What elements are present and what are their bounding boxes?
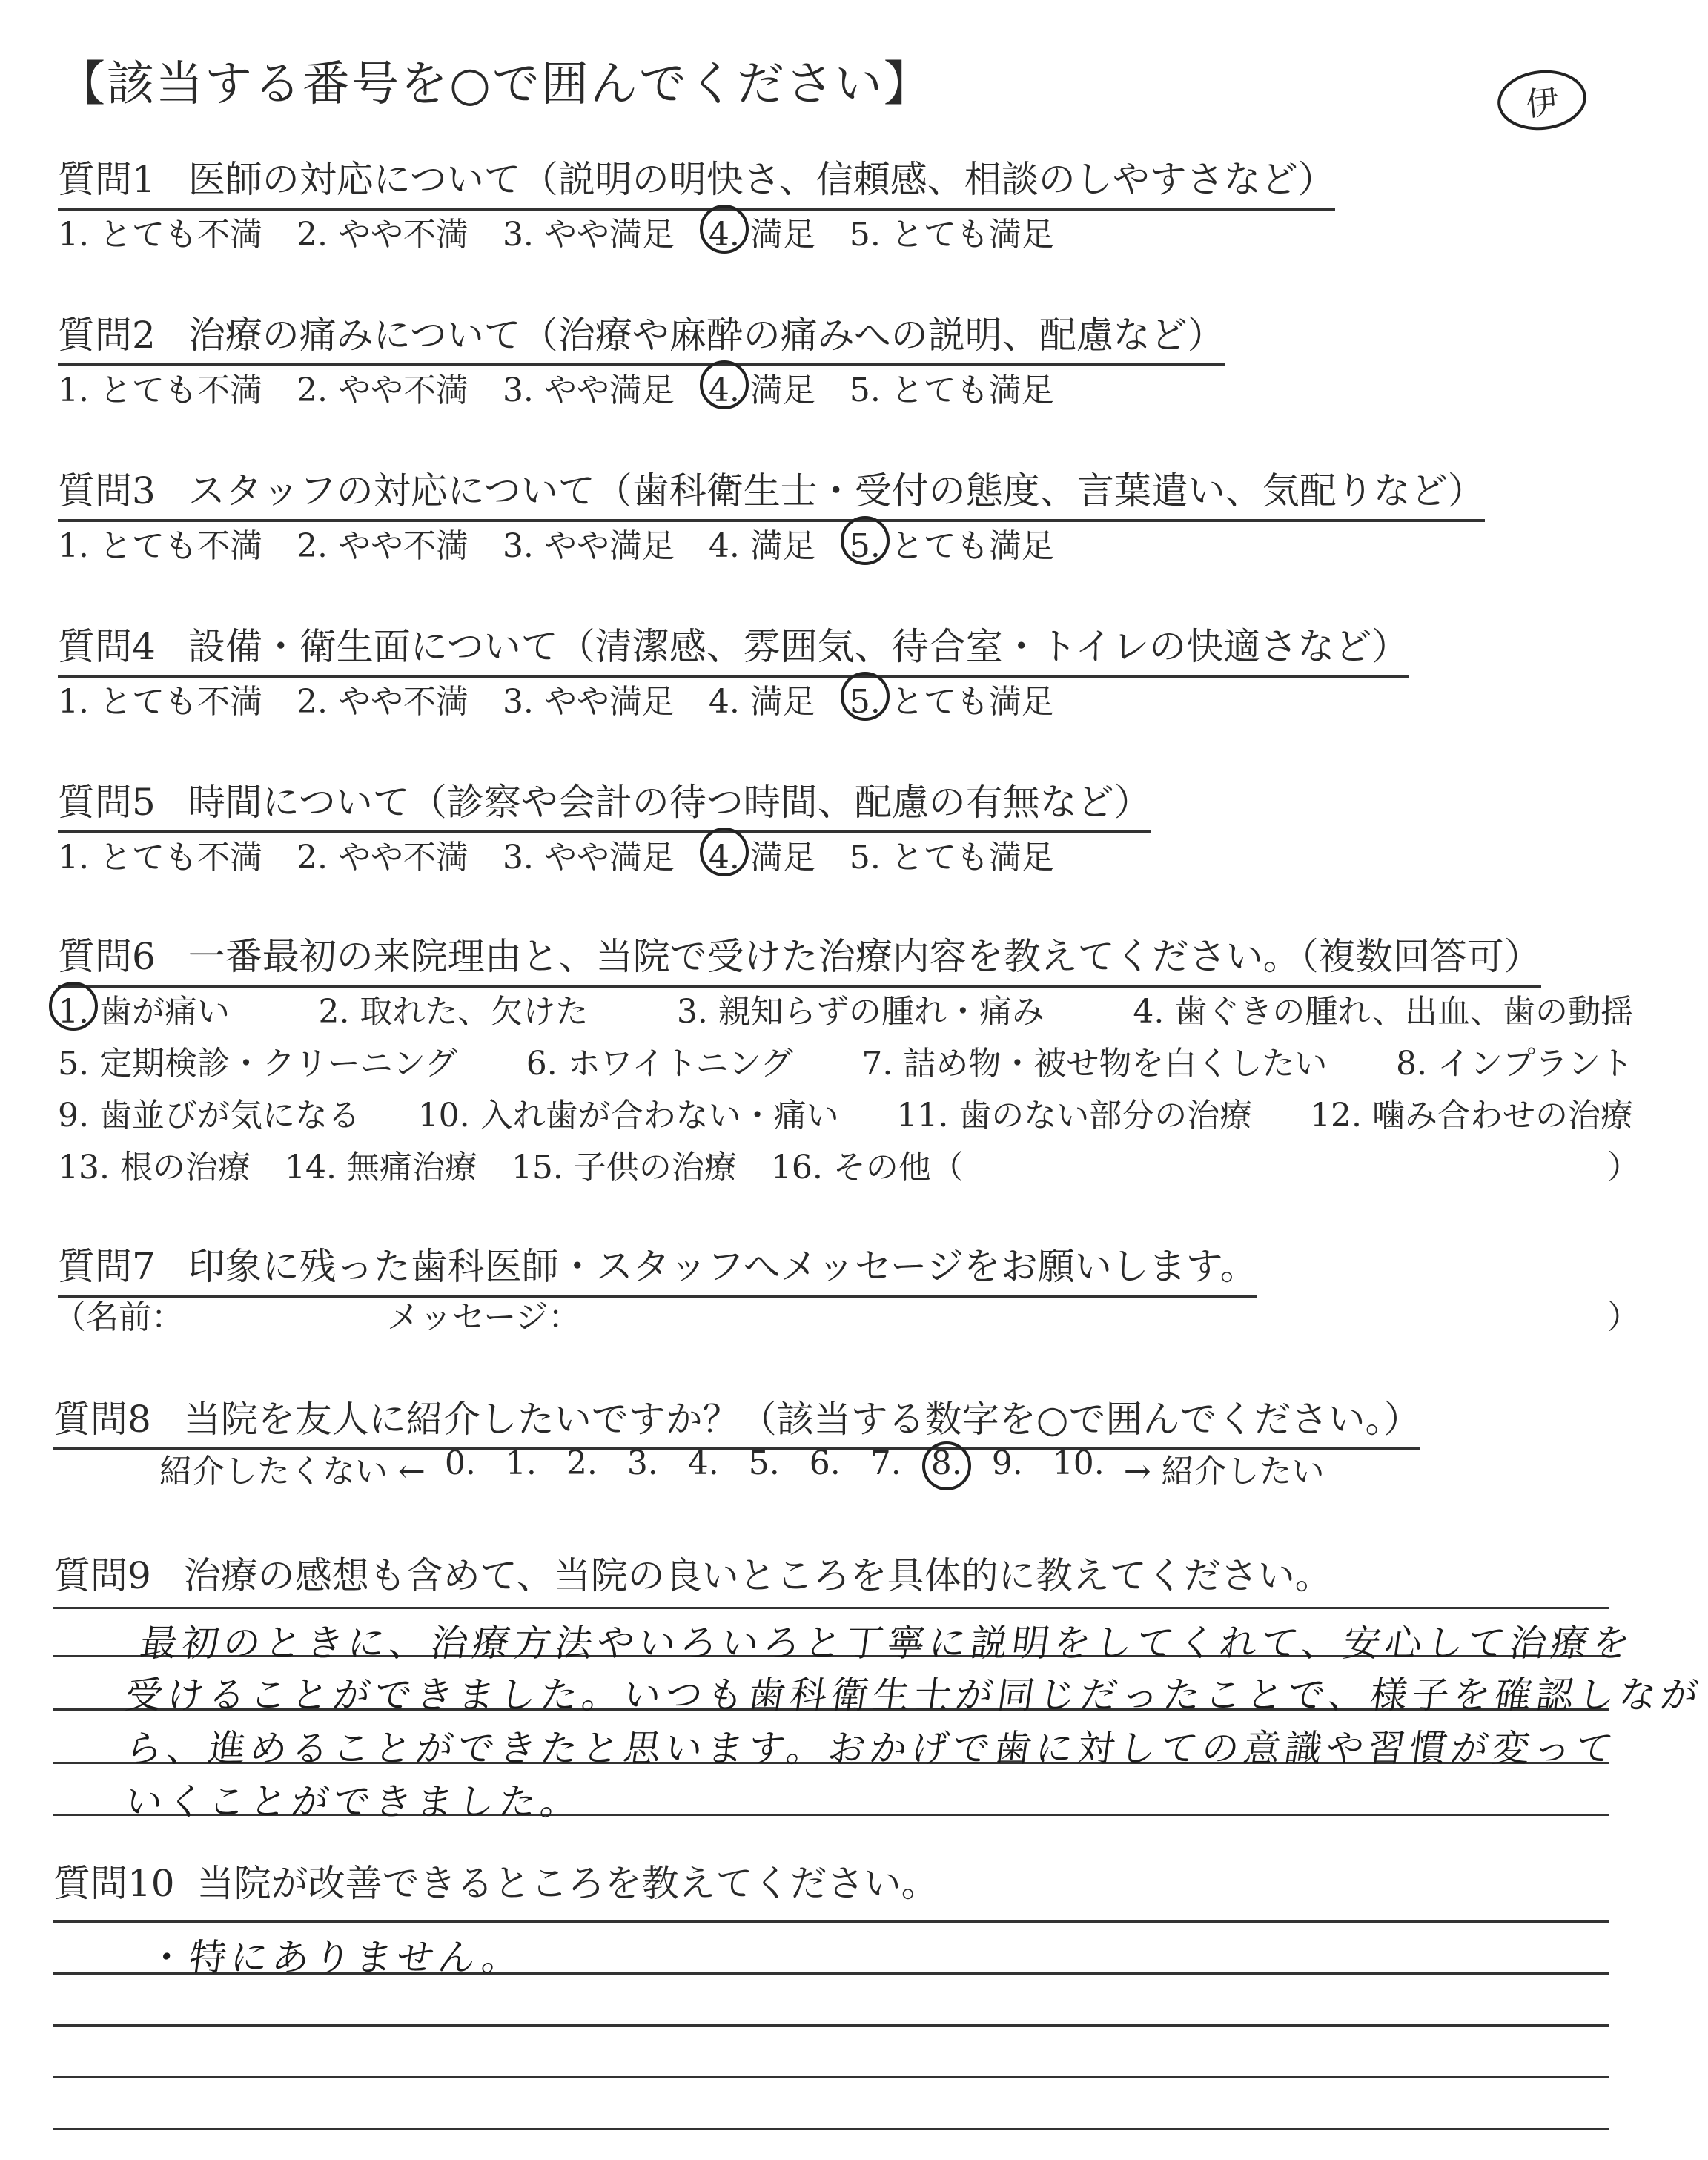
question-6-option[interactable]: 4. 歯ぐきの腫れ、出血、歯の動揺 xyxy=(1133,993,1633,1031)
question-8-number: 質問8 xyxy=(53,1398,151,1441)
question-7-close: ） xyxy=(1607,1298,1640,1336)
question-8-option[interactable]: 4. xyxy=(687,1444,719,1482)
question-2-options xyxy=(58,363,1088,411)
question-6-number: 質問6 xyxy=(58,935,156,978)
question-3-option[interactable]: 4. 満足 xyxy=(708,527,815,565)
question-5-option[interactable]: 2. やや不満 xyxy=(296,839,469,876)
question-1-option[interactable]: 5. とても満足 xyxy=(849,216,1054,254)
question-4-option[interactable]: 2. やや不満 xyxy=(296,683,469,721)
answer-line xyxy=(53,2024,1609,2027)
question-2-text: 治療の痛みについて（治療や麻酔の痛みへの説明、配慮など） xyxy=(188,314,1225,357)
question-6-option[interactable]: 13. 根の治療 xyxy=(58,1149,251,1186)
question-4-number: 質問4 xyxy=(58,625,156,668)
question-3-option[interactable]: 1. とても不満 xyxy=(58,527,262,565)
question-1-text: 医師の対応について（説明の明快さ、信頼感、相談のしやすさなど） xyxy=(188,158,1335,201)
question-10-heading xyxy=(53,1854,939,1907)
question-8-option[interactable]: 0. xyxy=(444,1444,476,1482)
question-7-text: 印象に残った歯科医師・スタッフへメッセージをお願いします。 xyxy=(188,1245,1257,1288)
question-5-option[interactable]: 5. とても満足 xyxy=(849,839,1054,876)
question-5-options xyxy=(58,830,1088,878)
question-10-answer: ・特にありません。 xyxy=(145,1936,527,1979)
question-2-number: 質問2 xyxy=(58,314,156,357)
question-4-options xyxy=(58,675,1088,722)
question-8-option[interactable]: 5. xyxy=(748,1444,780,1482)
question-6-text: 一番最初の来院理由と、当院で受けた治療内容を教えてください。（複数回答可） xyxy=(188,935,1541,978)
question-1-option[interactable]: 1. とても不満 xyxy=(58,216,262,254)
question-5-option[interactable]: 1. とても不満 xyxy=(58,839,262,876)
question-6-option[interactable]: 3. 親知らずの腫れ・痛み xyxy=(676,993,1045,1031)
question-8-option[interactable]: 8. xyxy=(931,1444,962,1492)
question-9-text: 治療の感想も含めて、当院の良いところを具体的に教えてください。 xyxy=(183,1554,1332,1597)
question-1-heading xyxy=(58,150,1335,211)
question-3-option[interactable]: 3. やや満足 xyxy=(502,527,675,565)
question-6-row-2 xyxy=(58,1037,1633,1084)
question-3-heading xyxy=(58,461,1485,522)
question-8-left-label: 紹介したくない ← xyxy=(159,1453,426,1490)
question-8-option[interactable]: 10. xyxy=(1052,1444,1105,1482)
question-3-number: 質問3 xyxy=(58,469,156,512)
question-5-heading xyxy=(58,773,1151,833)
answer-line xyxy=(53,2128,1609,2130)
question-6-row-4 xyxy=(58,1140,998,1188)
question-1-option[interactable]: 2. やや不満 xyxy=(296,216,469,254)
question-8-text: 当院を友人に紹介したいですか？（該当する数字を○で囲んでください。） xyxy=(183,1398,1421,1441)
question-6-option[interactable]: 11. 歯のない部分の治療 xyxy=(896,1097,1253,1135)
question-6-option[interactable]: 6. ホワイトニング xyxy=(526,1045,793,1083)
answer-line xyxy=(53,1607,1609,1609)
question-8-heading xyxy=(53,1390,1420,1450)
question-6-row-1 xyxy=(58,985,1633,1032)
question-5-text: 時間について（診察や会計の待つ時間、配慮の有無など） xyxy=(188,781,1151,824)
question-2-option[interactable]: 5. とても満足 xyxy=(849,371,1054,409)
question-8-option[interactable]: 1. xyxy=(505,1444,537,1482)
question-8-option[interactable]: 9. xyxy=(991,1444,1023,1482)
question-6-option[interactable]: 8. インプラント xyxy=(1396,1045,1633,1083)
question-9-answer-line: 受けることができました。いつも歯科衛生士が同じだったことで、様子を確認しなが xyxy=(122,1674,1706,1717)
question-6-option[interactable]: 10. 入れ歯が合わない・痛い xyxy=(417,1097,839,1135)
question-3-text: スタッフの対応について（歯科衛生士・受付の態度、言葉遣い、気配りなど） xyxy=(188,469,1485,512)
question-9-heading xyxy=(53,1546,1332,1599)
question-8-right-label: → 紹介したい xyxy=(1123,1453,1325,1490)
question-7-message-label: メッセージ： xyxy=(387,1298,581,1336)
question-8-option[interactable]: 6. xyxy=(809,1444,841,1482)
question-6-option[interactable]: 7. 詰め物・被せ物を白くしたい xyxy=(861,1045,1328,1083)
question-6-option[interactable]: 9. 歯並びが気になる xyxy=(58,1097,360,1135)
question-7-heading xyxy=(58,1237,1257,1298)
question-8-option[interactable]: 3. xyxy=(626,1444,658,1482)
question-1-number: 質問1 xyxy=(58,158,156,201)
question-2-option[interactable]: 3. やや満足 xyxy=(502,371,675,409)
question-4-text: 設備・衛生面について（清潔感、雰囲気、待合室・トイレの快適さなど） xyxy=(188,625,1409,668)
question-6-option[interactable]: 14. 無痛治療 xyxy=(284,1149,477,1186)
question-6-option[interactable]: 2. 取れた、欠けた xyxy=(318,993,589,1031)
question-3-option[interactable]: 2. やや不満 xyxy=(296,527,469,565)
question-6-other-close: ） xyxy=(1607,1149,1640,1186)
question-3-option[interactable]: 5. とても満足 xyxy=(850,519,1054,567)
question-6-row-3 xyxy=(58,1089,1633,1136)
question-4-option[interactable]: 4. 満足 xyxy=(708,683,815,721)
question-8-option[interactable]: 7. xyxy=(870,1444,901,1482)
question-4-option[interactable]: 5. とても満足 xyxy=(850,675,1054,722)
form-title: 【該当する番号を○で囲んでください】 xyxy=(58,57,933,112)
question-5-option[interactable]: 4. 満足 xyxy=(709,830,815,878)
question-10-text: 当院が改善できるところを教えてください。 xyxy=(196,1862,939,1905)
question-9-answer-line: ら、進めることができたと思います。おかげで歯に対しての意識や習慣が変って xyxy=(122,1727,1621,1770)
name-stamp: 伊 xyxy=(1494,66,1589,134)
answer-line xyxy=(53,2076,1609,2078)
question-4-option[interactable]: 1. とても不満 xyxy=(58,683,262,721)
question-8-option[interactable]: 2. xyxy=(566,1444,598,1482)
question-1-options xyxy=(58,208,1088,255)
question-2-option[interactable]: 2. やや不満 xyxy=(296,371,469,409)
question-6-option[interactable]: 16. その他（ xyxy=(770,1149,964,1186)
question-4-option[interactable]: 3. やや満足 xyxy=(502,683,675,721)
question-1-option[interactable]: 3. やや満足 xyxy=(502,216,675,254)
question-9-answer-line: いくことができました。 xyxy=(122,1780,586,1823)
question-6-option[interactable]: 5. 定期検診・クリーニング xyxy=(58,1045,458,1083)
question-9-number: 質問9 xyxy=(53,1554,151,1597)
question-10-number: 質問10 xyxy=(53,1862,175,1905)
question-6-heading xyxy=(58,927,1541,988)
question-9-answer-line: 最初のときに、治療方法やいろいろと丁寧に説明をしてくれて、安心して治療を xyxy=(137,1622,1638,1665)
question-2-option[interactable]: 1. とても不満 xyxy=(58,371,262,409)
question-7-number: 質問7 xyxy=(58,1245,156,1288)
question-3-options xyxy=(58,519,1088,567)
question-8-scale xyxy=(159,1444,1325,1492)
question-2-option[interactable]: 4. 満足 xyxy=(709,363,815,411)
question-6-option[interactable]: 12. 噛み合わせの治療 xyxy=(1310,1097,1633,1135)
question-5-option[interactable]: 3. やや満足 xyxy=(502,839,675,876)
question-2-heading xyxy=(58,305,1225,366)
answer-line xyxy=(53,1920,1609,1923)
question-6-option[interactable]: 1. 歯が痛い xyxy=(58,985,230,1032)
question-1-option[interactable]: 4. 満足 xyxy=(709,208,815,255)
question-7-name-label: （名前： xyxy=(53,1298,184,1336)
question-5-number: 質問5 xyxy=(58,781,156,824)
question-6-option[interactable]: 15. 子供の治療 xyxy=(511,1149,737,1186)
question-4-heading xyxy=(58,617,1409,678)
